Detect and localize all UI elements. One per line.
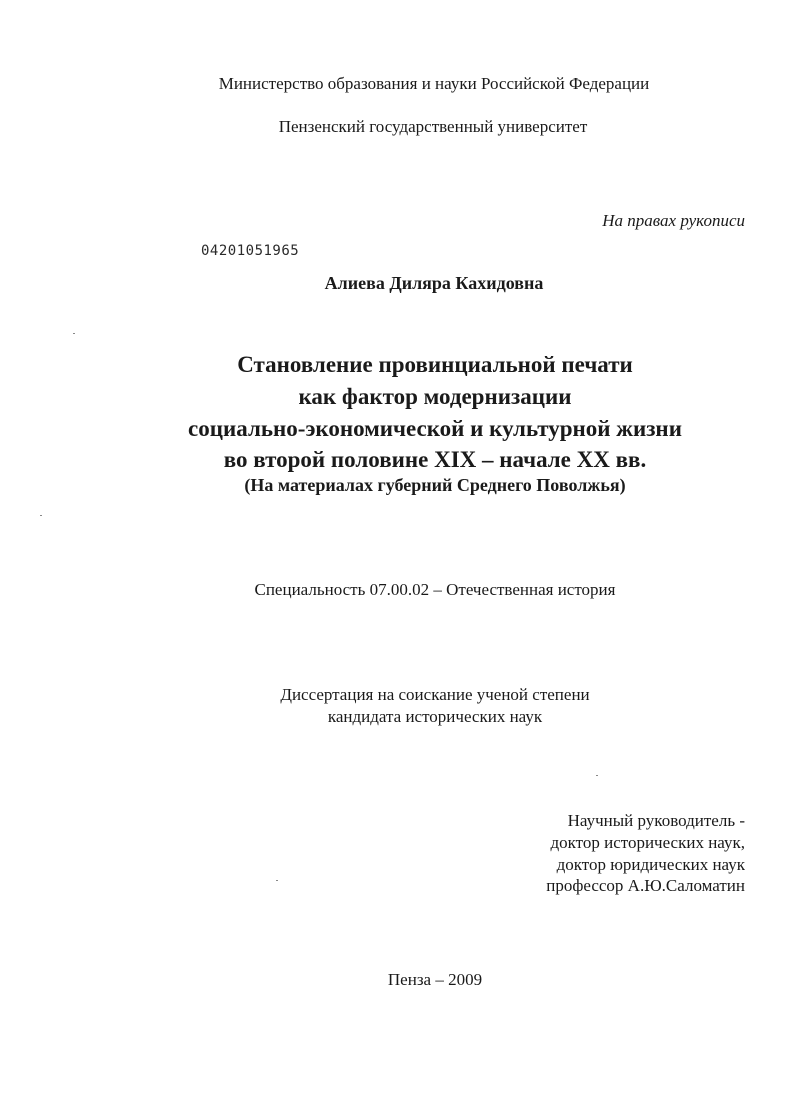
specialty: Специальность 07.00.02 – Отечественная история <box>254 580 616 599</box>
title-line-4: во второй половине XIX – начале XX вв. <box>223 447 647 472</box>
scan-speck <box>40 515 42 516</box>
scan-speck <box>596 775 598 776</box>
advisor-line-2: доктор исторических наук, <box>550 833 745 852</box>
scan-speck <box>276 880 278 881</box>
manuscript-rights-note: На правах рукописи <box>602 211 745 230</box>
university-name: Пензенский государственный университет <box>278 117 588 136</box>
ministry-name: Министерство образования и науки Российской Федерации <box>218 74 650 93</box>
dissertation-line-2: кандидата исторических наук <box>327 707 543 726</box>
advisor-line-1: Научный руководитель - <box>567 811 745 830</box>
title-subtitle: (На материалах губерний Среднего Поволжья) <box>244 475 626 495</box>
advisor-line-3: доктор юридических наук <box>556 855 745 874</box>
title-line-2: как фактор модернизации <box>298 384 572 409</box>
advisor-line-4: профессор А.Ю.Саломатин <box>546 876 745 895</box>
title-line-3: социально-экономической и культурной жизни <box>188 416 682 441</box>
registration-stamp: 04201051965 <box>201 243 300 259</box>
scan-speck <box>73 333 75 334</box>
title-line-1: Становление провинциальной печати <box>237 352 633 377</box>
author-name: Алиева Диляра Кахидовна <box>324 273 544 293</box>
city-year: Пенза – 2009 <box>387 970 483 989</box>
dissertation-line-1: Диссертация на соискание ученой степени <box>280 685 590 704</box>
